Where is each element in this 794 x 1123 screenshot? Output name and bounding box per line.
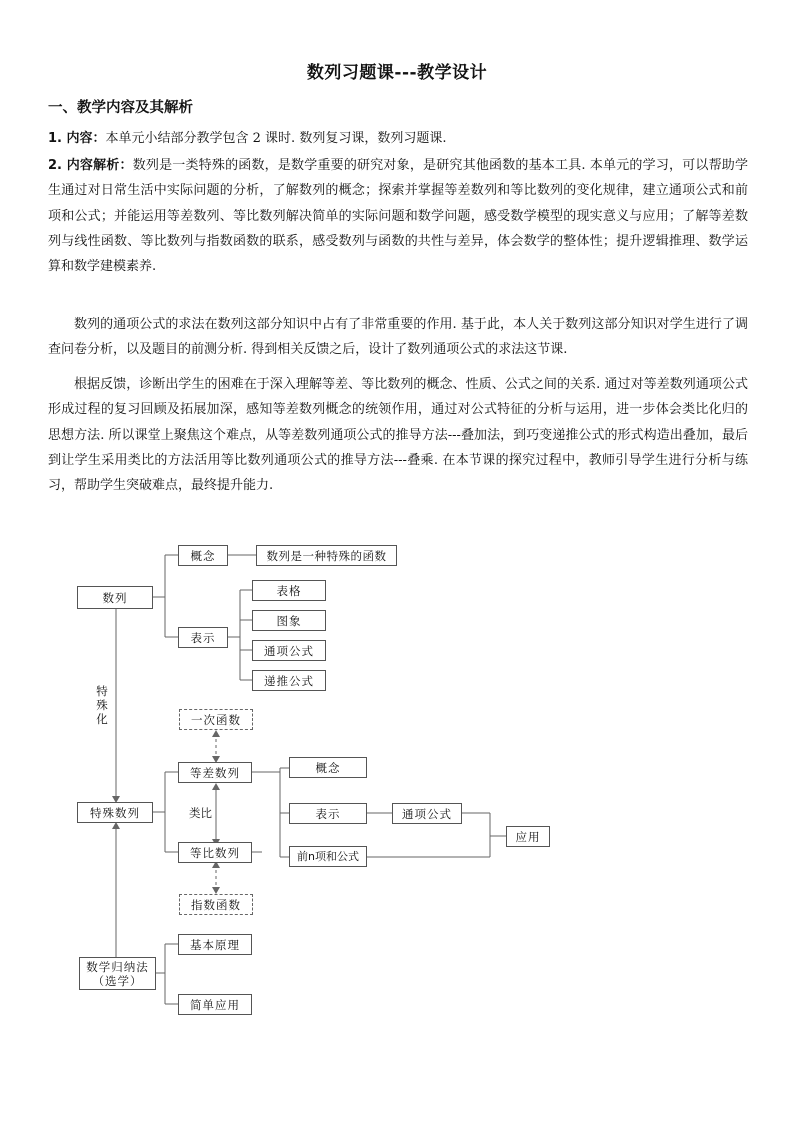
node-yingyong: 应用 <box>506 826 550 847</box>
node-dengbi: 等比数列 <box>178 842 252 863</box>
node-tongxiang: 通项公式 <box>252 640 326 661</box>
paragraph-content <box>48 126 748 151</box>
node-zhishu-hanshu: 指数函数 <box>179 894 253 915</box>
node-ditui: 递推公式 <box>252 670 326 691</box>
analysis-text: 数列是一类特殊的函数，是数学重要的研究对象，是研究其他函数的基本工具. 本单元的学习，可以帮助学生通过对日常生活中实际问题的分析，了解数列的概念；探索并掌握等差数列和等比数列的变化规律，建立通项公式和前项和公式；并能运用等差数列、等比数列解决简单的实际问题和数学问题，感受数学模型的现实意义与应用；了解等差数列与线性函数、等比数列与指数函数的联系，感受数列与函数的共性与差异，体会数学的整体性；提升逻辑推理、数学运算和数学建模素养. <box>48 158 749 275</box>
node-shulie: 数列 <box>77 586 153 609</box>
node-tuxiang: 图象 <box>252 610 326 631</box>
label-leibi: 类比 <box>189 806 212 820</box>
node-qian-n: 前n项和公式 <box>289 846 367 867</box>
node-gainian-desc: 数列是一种特殊的函数 <box>256 545 397 566</box>
label-teshuhua: 特殊化 <box>96 684 108 726</box>
node-yici-hanshu: 一次函数 <box>179 709 253 730</box>
section-heading: 一、教学内容及其解析 <box>48 100 193 116</box>
content-lead: 1. 内容： <box>48 131 106 146</box>
paragraph-background: 数列的通项公式的求法在数列这部分知识中占有了非常重要的作用. 基于此，本人关于数列这部分知识对学生进行了调查问卷分析，以及题目的前测分析. 得到相关反馈之后，设计了数列通项公式的求法这节课. <box>48 317 748 358</box>
node-guina: 数学归纳法（选学） <box>79 957 156 990</box>
node-dengcha: 等差数列 <box>178 762 252 783</box>
node-gainian2: 概念 <box>289 757 367 778</box>
node-jiben: 基本原理 <box>178 934 252 955</box>
node-biaoshi: 表示 <box>178 627 228 648</box>
paragraph-content-analysis <box>48 153 748 279</box>
node-biaoshi2: 表示 <box>289 803 367 824</box>
node-biaoge: 表格 <box>252 580 326 601</box>
node-tongxiang2: 通项公式 <box>392 803 462 824</box>
paragraph-feedback: 根据反馈，诊断出学生的困难在于深入理解等差、等比数列的概念、性质、公式之间的关系. 通过对等差数列通项公式形成过程的复习回顾及拓展加深，感知等差数列概念的统领作用，通过对公式特征的分析与运用，进一步体会类比化归的思想方法. 所以课堂上聚焦这个难点，从等差数列通项公式的推导方法---叠加法，到巧变递推公式的形式构造出叠加，最后到让学生采用类比的方法活用等比数列通项公式的推导方法---叠乘. 在本节课的探究过程中，教师引导学生进行分析与练习，帮助学生突破难点，最终提升能力. <box>48 377 748 494</box>
analysis-lead: 2. 内容解析： <box>48 158 133 173</box>
node-jiandan: 简单应用 <box>178 994 252 1015</box>
node-teshu-shulie: 特殊数列 <box>77 802 153 823</box>
content-text: 本单元小结部分教学包含 2 课时. 数列复习课，数列习题课. <box>105 131 447 146</box>
node-gainian: 概念 <box>178 545 228 566</box>
page-title: 数列习题课---教学设计 <box>306 63 488 83</box>
